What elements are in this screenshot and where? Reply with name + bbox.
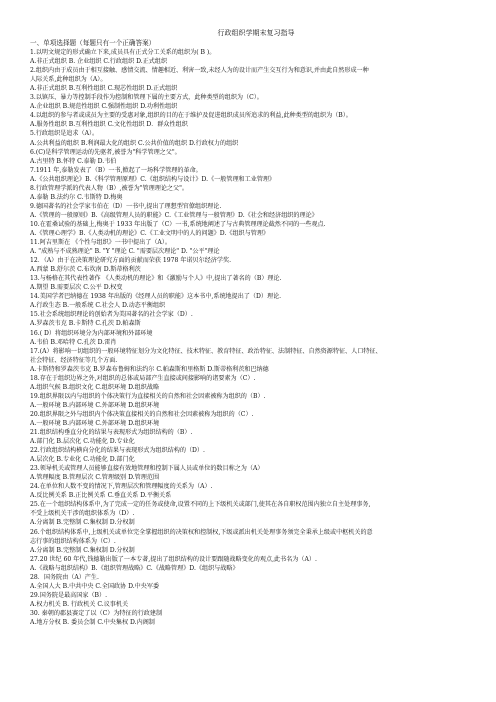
text-line: 20.组织界限之外与组织内个体决策直接相关的自然和社会因素被称为组织的（C）. <box>30 410 254 418</box>
text-line: 人际关系,此种组织为（A）。 <box>30 76 107 84</box>
text-line: 9.德国著名的社会学家韦伯在（D）一书中,提出了理想型官僚组织理论. <box>30 202 222 210</box>
text-line: 17.(A）将影响一切组织的一般环境特征划分为文化特征、技术特征、教育特征、政治特征、法制特征、自然资源特征、人口特征、 <box>30 347 382 355</box>
text-line: 不受上级机关干涉的组织体系为（D）. <box>30 510 135 518</box>
text-line: 1.以明文规定的形式确立下来,成员具有正式分工关系的组织为( B )。 <box>30 49 216 57</box>
text-line: 18.存在于组织边界之外,对组织的总体或局部产生直接或间接影响的诸要素为（C）. <box>30 374 256 382</box>
text-line: A.韦伯 B.邓哈特 C.孔茨 D.雷肖 <box>30 338 117 346</box>
text-line: A. "成熟与不成熟理论" B. "Y "理论 C. "需要层次理论" D. "公平"理论 <box>30 248 220 256</box>
text-line: 21.组织结构垂直分化的结果与表现形式为组织结构的（B）. <box>30 429 193 437</box>
text-line: 26.个组织结构体系中,上级机关或单位完全掌握组织的决策权和控制权,下级或派出机关处理事务须完全秉承上级或中枢机关的意 <box>30 528 373 536</box>
text-line: A.地方分权 B. 委员会制 C.中央集权 D.内阁制 <box>30 619 155 626</box>
text-line: A.《战略与组织结构》B.《组织管理战略》C.《战略管理》D.《组织与战略》 <box>30 564 239 572</box>
text-line: 23.领导机关或管理人员能够直接有效地管理和控制下属人员或单位的数目称之为（A） <box>30 465 264 473</box>
text-line: A.分离制 B.完整制 C.集权制 D.分权制 <box>30 546 135 554</box>
text-line: A.泰勒 B.法约尔 C.韦斯特 D.梅奥 <box>30 193 123 201</box>
text-line: A.服务性组织 B.互利性组织 C.文化性组织 D．群众性组织 <box>30 121 188 129</box>
question-list <box>30 48 482 627</box>
text-line: 24.在单位和人数不变的情况下,管理层次和管理幅度的关系为（A）. <box>30 483 213 491</box>
text-line: 22.行政组织结构横向分化的结果与表现形式为组织结构的（D）. <box>30 447 205 455</box>
text-line: A.企业组织 B.规范性组织 C.强制性组织 D.功利性组织 <box>30 103 178 111</box>
text-line: 志行事的组织结构体系为（C）. <box>30 537 116 545</box>
text-line: A.非正式组织 B. 企业组织 C.行政组织 D.正式组织 <box>30 58 168 66</box>
text-line: A.层次化 B.专业化 C.功能化 D.部门化 <box>30 456 135 464</box>
text-line: A.一般环境 B.内部环境 C.外部环境 D.组织环境 <box>30 419 160 427</box>
text-line: 10.在霍桑试验的基础上,梅奥于 1933 年出版了（C）一书,系统地阐述了与古典管理理论截然不同的一些观点. <box>30 220 326 228</box>
text-line: A.管理幅度 B.管理层次 C.管理级别 D.管理范围 <box>30 474 160 482</box>
text-line: A.罗森茨韦克 B.卡斯特 C.孔茨 D.帕森斯 <box>30 320 141 328</box>
text-line: 29.国务院是最高国家（B）. <box>30 591 108 599</box>
text-line: 16.( D）将组织环境分为内部环境和外部环境 <box>30 329 153 337</box>
text-line: 12．（A）由于在决策理论研究方面的贡献而荣获 1978 年诺贝尔经济学奖. <box>30 257 232 265</box>
text-line: A.权力机关 B. 行政机关 C.议事机关 <box>30 600 129 608</box>
text-line: A.部门化 B.层次化 C.功能化 D.专业化 <box>30 438 135 446</box>
text-line: A.古里特 B.怀特 C.泰勒 D.韦伯 <box>30 157 117 165</box>
text-line: 11.阿吉里斯在 《个性与组织》一书中提出了（A）。 <box>30 239 171 247</box>
text-line: 19.组织界限以内与组织的个体决策行为直接相关的自然和社会因素被称为组织的（B）. <box>30 392 266 400</box>
text-line: A.公共利益的组织 B.利润最大化的组织 C.公共价值的组织 D.行政权力的组织 <box>30 139 239 147</box>
text-line: A.全国人大 B.中共中央 C.全国政协 D.中央军委 <box>30 582 160 590</box>
text-line: 社会特征、经济特征等几个方面. <box>30 356 118 364</box>
text-line: 25.在一个组织结构体系中,为了完成一定的任务或使命,设置不同的上下级机关或部门,使其在各自职权范围内独立自主处理事务, <box>30 501 371 509</box>
text-line: 3.以镇压、暴力等控制手段作为控制和管理下属的主要方式，此种类型的组织为（C）。 <box>30 94 263 102</box>
text-line: A.西蒙 B.舒尔茨 C.布坎南 D.斯蒂格利茨 <box>30 266 141 274</box>
text-line: A.一般环境 B.内部环境 C.外部环境 D.组织环境 <box>30 401 160 409</box>
text-line: A.反比例关系 B.正比例关系 C.垂直关系 D.平衡关系 <box>30 492 172 500</box>
text-line: A.《公共组织理论》B.《科学管理原理》C.《组织结构与设计》D.《一般管理和工业管理》 <box>30 175 276 183</box>
section-heading: 一、单项选择题（每题只有一个正确答案） <box>30 39 156 47</box>
text-line: 30. 秦朝的郡县赛定了以（C）为特征的行政建制 <box>30 609 163 617</box>
text-line: 28．国务院由（A）产生. <box>30 573 99 581</box>
text-line: A.组织气候 B.组织文化 C.组织环境 D.组织战略 <box>30 383 160 391</box>
text-line: A.《管理的一般原则》B.《高级管理人员的职能》C.《工业管理与一般管理》D.《社会和经济组织的理论》 <box>30 211 318 219</box>
text-line: A.分离制 B.完整制 C.集权制 D.分权制 <box>30 519 135 527</box>
text-line: A.非正式组织 B.互利性组织 C.现芯性组织 D.正式组织 <box>30 85 178 93</box>
text-line: 8.行政管理学派的代表人物（B）,被誉为"管理理论之父"。 <box>30 184 188 192</box>
text-line: A.卡斯特和罗森茨韦克 B.罗森布鲁姆和法约尔 C.帕森斯和里格斯 D.斯蒂格利茨和巴纳德 <box>30 365 269 373</box>
text-line: A.期望 B.需要层次 C.公平 D.权变 <box>30 284 123 292</box>
text-line: 2.组织内由于成员由于相互接触、感情交流、情趣相近、利害一致,未经人为的设计而产生交互行为和意识,并由此自然形成一种 <box>30 67 369 75</box>
text-line: 4.以组织的参与者或成员为主要的受惠对象,组织的目的在于维护及促进组织成员所追求的利益,此种类型的组织为（B）。 <box>30 112 352 120</box>
text-line: 6.(C)是科学管理运动的先驱者,被誉为"科学管理之父"。 <box>30 148 181 156</box>
text-line: 13.与杨格在其代表性著作 《人类动机的理论》和《激励与个人》中,提出了著名的（B）理论. <box>30 275 282 283</box>
text-line: A.行政生态 B.一般系统 C.社会人 D.动态平衡组织 <box>30 302 166 310</box>
text-line: 27.20 世纪 60 年代,钱德勒出版了一本专著,提出了组织结构的设计要跟随战略变化的观点,此书名为（A）. <box>30 555 317 563</box>
text-line: A.《管理心理学》B.《人类动机的理论》C.《工业文明中的人的问题》D.《组织与管理》 <box>30 229 270 237</box>
text-line: 15.社会系统组织理论的创始者为美国著名的社会学家（D）. <box>30 311 193 319</box>
text-line: 14.美国学者巴纳德在 1938 年出版的《经理人员的职能》这本书中,系统地提出了（D）理论. <box>30 293 282 301</box>
text-line: 5.行政组织是追求（A）。 <box>30 130 99 138</box>
document-title: 行政组织学期末复习指导 <box>217 29 295 37</box>
text-line: 7.1911 年,泰勒发表了（B）一书,掀起了一场科学管理的革命。 <box>30 166 202 174</box>
